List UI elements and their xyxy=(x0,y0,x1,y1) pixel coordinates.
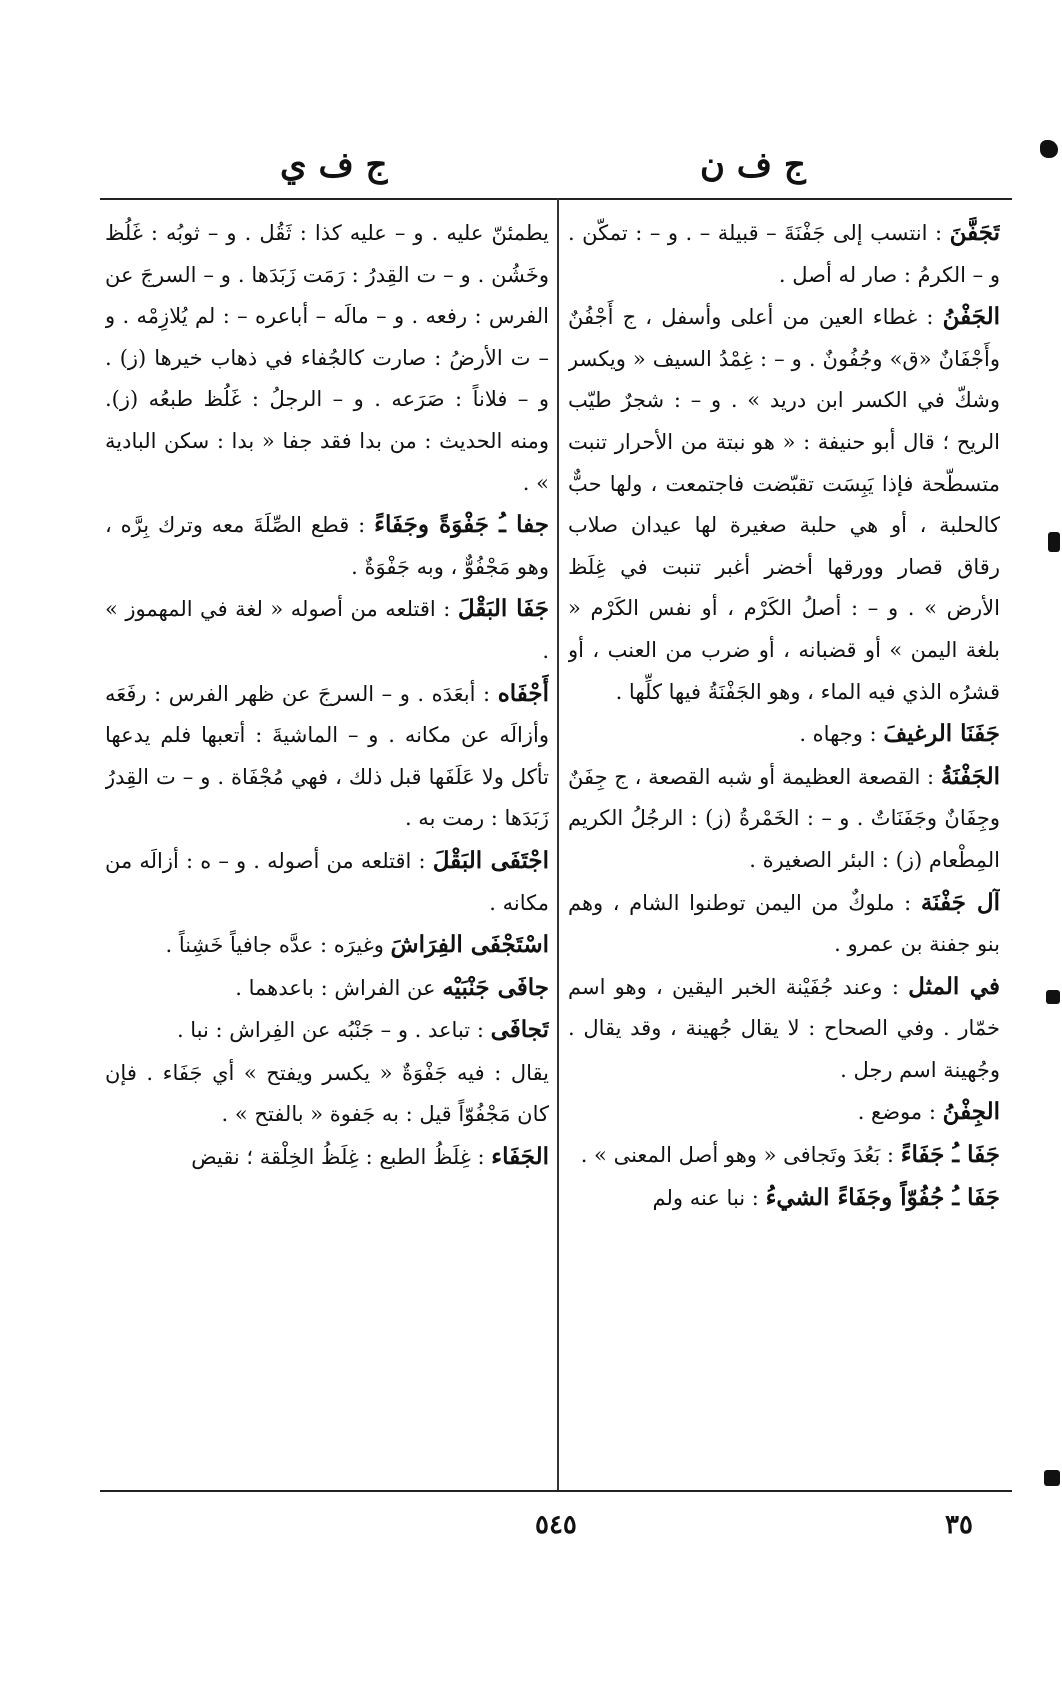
entry-definition: : وعند جُفَيْنة الخبر اليقين ، وهو اسم خمّار . وفي الصحاح : لا يقال جُهينة ، وقد يقال . وجُهينة اسم رجل . xyxy=(568,974,1000,1082)
dictionary-entry xyxy=(105,504,549,588)
entry-definition: : اقتلعه من أصوله . و – ه : أزالَه من مكانه . xyxy=(105,848,549,915)
root-heading-left: ج ف ي xyxy=(280,145,388,185)
entry-headword: اسْتَجْفَى الفِرَاشَ xyxy=(390,931,549,959)
entry-definition: : ملوكٌ من اليمن توطنوا الشام ، وهم بنو جفنة بن عمرو . xyxy=(568,890,1000,957)
entry-definition: : القصعة العظيمة أو شبه القصعة ، ج جِفَنٌ وجِفَانٌ وجَفَنَاتٌ . و – : الخَمْرةُ (ز) : الرجُلُ الكريم المِطْعام (ز) : البئر الصغيرة . xyxy=(568,764,1000,872)
dictionary-entry xyxy=(105,212,549,504)
page-number-left: ٥٤٥ xyxy=(535,1510,577,1540)
entry-definition: : نبا عنه ولم xyxy=(652,1185,759,1210)
entry-headword: الجِفْنُ xyxy=(942,1098,1000,1126)
scan-mark xyxy=(1048,532,1060,552)
dictionary-entry xyxy=(568,756,1000,882)
entry-definition: يطمئنّ عليه . و – عليه كذا : ثَقُل . و – ثوبُه : غَلُظ وخَشُن . و – ت القِدرُ : رَمَت زَبَدَها . و – السرجَ عن الفرس : رفعه . و – مالَه – أباعره – : لم يُلازِمْه . و – ت الأرضُ : صارت كالجُفاء في ذهاب خيرها (ز) . و – فلاناً : صَرَعه . و – الرجلُ : غَلُظ طبعُه (ز). ومنه الحديث : من بدا فقد جفا « بدا : سكن البادية » . xyxy=(105,221,549,495)
page-number-right: ٣٥ xyxy=(945,1510,973,1540)
entry-headword: تَجَفَّنَ xyxy=(949,219,1000,246)
scan-mark xyxy=(1046,990,1060,1004)
entry-headword: اجْتَفَى البَقْلَ xyxy=(432,846,549,874)
entry-definition: : تباعد . و – جَنْبُه عن الفِراش : نبا . xyxy=(176,1018,484,1043)
entry-headword: جَفَا ـُ جُفُوّاً وجَفَاءً الشيءُ xyxy=(765,1183,1000,1211)
dictionary-entry xyxy=(568,1177,1000,1220)
entry-headword: الجَفْنُ xyxy=(942,303,1000,331)
dictionary-entry xyxy=(568,296,1000,713)
entry-headword: جَفَنَا الرغيفَ xyxy=(883,720,1000,748)
dictionary-entry xyxy=(568,1134,1000,1177)
dictionary-entry xyxy=(568,1091,1000,1134)
entry-definition: : قطع الصِّلَةَ معه وترك بِرَّه ، وهو مَجْفُوٌّ ، وبه جَفْوَةٌ . xyxy=(105,513,549,579)
root-heading-right: ج ف ن xyxy=(700,145,806,185)
entry-definition: يقال : فيه جَفْوَةٌ « يكسر ويفتح » أي جَفَاء . فإن كان مَجْفُوّاً قيل : به جَفوة « بالفتح » . xyxy=(105,1060,549,1127)
bottom-rule xyxy=(100,1490,1012,1492)
entry-definition: : موضع . xyxy=(857,1100,936,1125)
entry-definition: : بَعُدَ وتَجافى « وهو أصل المعنى » . xyxy=(580,1143,895,1168)
entry-definition: : اقتلعه من أصوله « لغة في المهموز » . xyxy=(105,597,549,663)
entry-definition: عن الفراش : باعدهما . xyxy=(235,975,436,1000)
dictionary-entry xyxy=(105,673,549,840)
dictionary-entry xyxy=(568,966,1000,1092)
entry-definition: وغيرَه : عدَّه جافياً خَشِناً . xyxy=(165,933,384,958)
column-divider xyxy=(557,198,559,1490)
entry-definition: : غطاء العين من أعلى وأسفل ، ج أَجْفُنٌ وأَجْفَانٌ «ق» وجُفُونٌ . و – : غِمْدُ السيف « ويكسر وشكّ في الكسر ابن دريد » . و – : شجرٌ طيّب الريح ؛ قال أبو حنيفة : « هو نبتة من الأحرار تنبت متسطّحة فإذا يَبِسَت تقبّضت فاجتمعت ، ولها حبٌّ كالحلبة ، أو هي حلبة صغيرة لها عيدان صلاب رقاق قصار وورقها أخضر أغبر تنبت في غِلَظ الأرض » . و – : أصلُ الكَرْم ، أو نفس الكَرْم « بلغة اليمن » أو قضبانه ، أو ضرب من العنب ، أو قشرُه الذي فيه الماء ، وهو الجَفْنَةُ فيها كلِّها . xyxy=(568,305,1000,704)
dictionary-entry xyxy=(105,1052,549,1136)
dictionary-entry xyxy=(105,840,549,924)
entry-headword: الجَفَاء xyxy=(491,1143,549,1171)
dictionary-entry xyxy=(105,967,549,1010)
dictionary-entry xyxy=(105,1009,549,1052)
dictionary-entry xyxy=(105,924,549,967)
entry-headword: جَفَا ـُ جَفَاءً xyxy=(900,1141,1000,1169)
dictionary-entry xyxy=(568,713,1000,756)
entry-headword: في المثل xyxy=(908,972,1000,1000)
entry-headword: الجَفْنَةُ xyxy=(940,762,1000,790)
entry-headword: جافَى جَنْبَيْه xyxy=(442,973,549,1001)
entry-definition: : أبعَدَه . و – السرجَ عن ظهر الفرس : رفَعَه وأزالَه عن مكانه . و – الماشيةَ : أتعبها فلم يدعها تأكل ولا عَلَفَها قبل ذلك ، فهي مُجْفَاة . و – ت القِدرُ زَبَدَها : رمت به . xyxy=(105,681,549,831)
entry-definition: : غِلَظُ الطبع : غِلَظُ الخِلْقة ؛ نقيض xyxy=(191,1145,485,1170)
entry-headword: جَفَا البَقْلَ xyxy=(457,595,549,623)
scan-mark xyxy=(1040,140,1058,158)
scan-mark xyxy=(1044,1470,1060,1486)
entry-headword: أَجْفَاه xyxy=(497,679,549,707)
entry-headword: تَجافَى xyxy=(490,1016,549,1044)
entry-definition: : وجهاه . xyxy=(799,722,877,747)
dictionary-entry xyxy=(105,1136,549,1179)
top-rule xyxy=(100,198,1012,200)
right-column xyxy=(568,212,1000,1482)
entry-definition: : انتسب إلى جَفْنَةَ – قبيلة – . و – : تمكّن . و – الكرمُ : صار له أصل . xyxy=(568,221,1000,287)
entry-headword: آل جَفْنَة xyxy=(920,888,1000,916)
dictionary-entry xyxy=(568,212,1000,296)
left-column xyxy=(105,212,549,1482)
entry-headword: جفا ـُ جَفْوَةً وجَفَاءً xyxy=(374,511,549,539)
dictionary-entry xyxy=(568,882,1000,966)
dictionary-entry xyxy=(105,588,549,672)
